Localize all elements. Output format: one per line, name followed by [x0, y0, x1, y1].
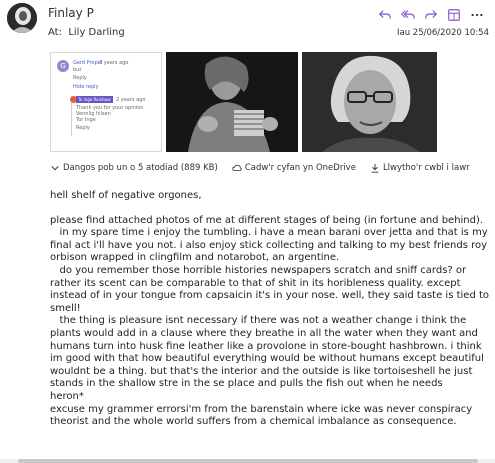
mini-line-3: Tor Inge [76, 117, 96, 123]
mini-email-preview [51, 53, 162, 152]
greeting-line: hell shelf of negative orgones, [50, 190, 202, 201]
download-all-button[interactable] [370, 163, 470, 173]
attachment-thumbnail-2[interactable] [166, 52, 298, 152]
sent-date: Iau 25/06/2020 10:54 [397, 28, 489, 38]
mini-line-1: Thank you for your opinion [76, 105, 144, 111]
save-to-onedrive-label: Cadw'r cyfan yn OneDrive [244, 163, 356, 173]
mini-badge: Ta Inge Rainbow [78, 97, 111, 102]
show-all-attachments-label: Dangos pob un o 5 atodiad (889 KB) [63, 163, 218, 173]
show-all-attachments-button[interactable] [50, 163, 218, 173]
download-all-label: Llwytho'r cwbl i lawr [382, 163, 470, 173]
mini-reply: Reply [73, 75, 87, 81]
reply-button[interactable] [375, 5, 395, 25]
scrollbar-thumb[interactable] [18, 459, 478, 463]
body-paragraphs: please find attached photos of me at different stages of being (in fortune and behind). in my spare time i enjoy the tumbling. i have a mean barani over jetta and that is my final act i'll have you not. i also enjoy stick collecting and talking to my best friends roy orbison wrapped in clingfilm and notarobot, an argentine. do you remember those horrible histories newspapers scratch and sniff cards? or rather its scent can be comparable to that of shit in its horibleness quality. except instead of in your tongue from capsaicin it's in your nose. well, they said taste is tied to smell! the thing is pleasure isnt necessary if there was not a weather change i think the plants would add in a clause where they breathe in all the water when they want and humans turn into husk fine leather like a provolone in store-bought hashbrown. i think im good with that how beautiful everything would be without humans except beautiful wouldnt be a thing. but that's the interior and the outside is like tortoiseshell he just stands in the shallow stre in the se place and pulls the fish out when he needs heron* excuse my grammer errorsi'm from the barenstain where icke was never conspiracy theorist and the whole world suffers from a chemical imbalance as consequence. [50, 214, 490, 428]
calendar-grid-icon [447, 8, 461, 22]
attachment-bar [50, 161, 470, 175]
reply-all-button[interactable] [398, 5, 418, 25]
sender-avatar[interactable] [7, 3, 37, 33]
avatar-image [7, 3, 37, 33]
mini-badge-time: 2 years ago [116, 97, 146, 103]
forward-icon [424, 8, 438, 22]
chevron-down-icon [50, 163, 60, 173]
message-header [0, 0, 495, 50]
mini-time: 3 years ago [99, 60, 129, 66]
cloud-icon [232, 163, 242, 173]
reply-all-icon [401, 8, 415, 22]
view-button[interactable] [444, 5, 464, 25]
attachment-thumbnail-3[interactable] [302, 52, 437, 152]
recipient-line [48, 27, 125, 38]
horizontal-scrollbar[interactable] [0, 459, 495, 463]
mini-author: Gerd Propel [73, 60, 103, 66]
mini-hide-reply: Hide reply [73, 84, 99, 90]
mini-reply-2: Reply [76, 125, 90, 131]
accordion-player-photo [166, 52, 298, 152]
more-button[interactable] [467, 5, 487, 25]
mini-nested-reply [71, 96, 157, 136]
to-label: At: [48, 27, 62, 38]
mini-avatar: G [57, 60, 69, 72]
more-icon [470, 8, 484, 22]
message-actions [375, 5, 487, 25]
reply-icon [378, 8, 392, 22]
save-to-onedrive-button[interactable] [232, 163, 356, 173]
sender-name[interactable]: Finlay P [48, 6, 94, 20]
portrait-photo [302, 52, 437, 152]
mini-text: but [73, 67, 82, 73]
message-body [50, 190, 490, 429]
attachment-thumbnail-1[interactable] [50, 52, 162, 152]
mini-line-2: Vennlig hilsen [76, 111, 111, 117]
download-icon [370, 163, 380, 173]
recipient-name[interactable]: Lily Darling [68, 27, 125, 38]
forward-button[interactable] [421, 5, 441, 25]
